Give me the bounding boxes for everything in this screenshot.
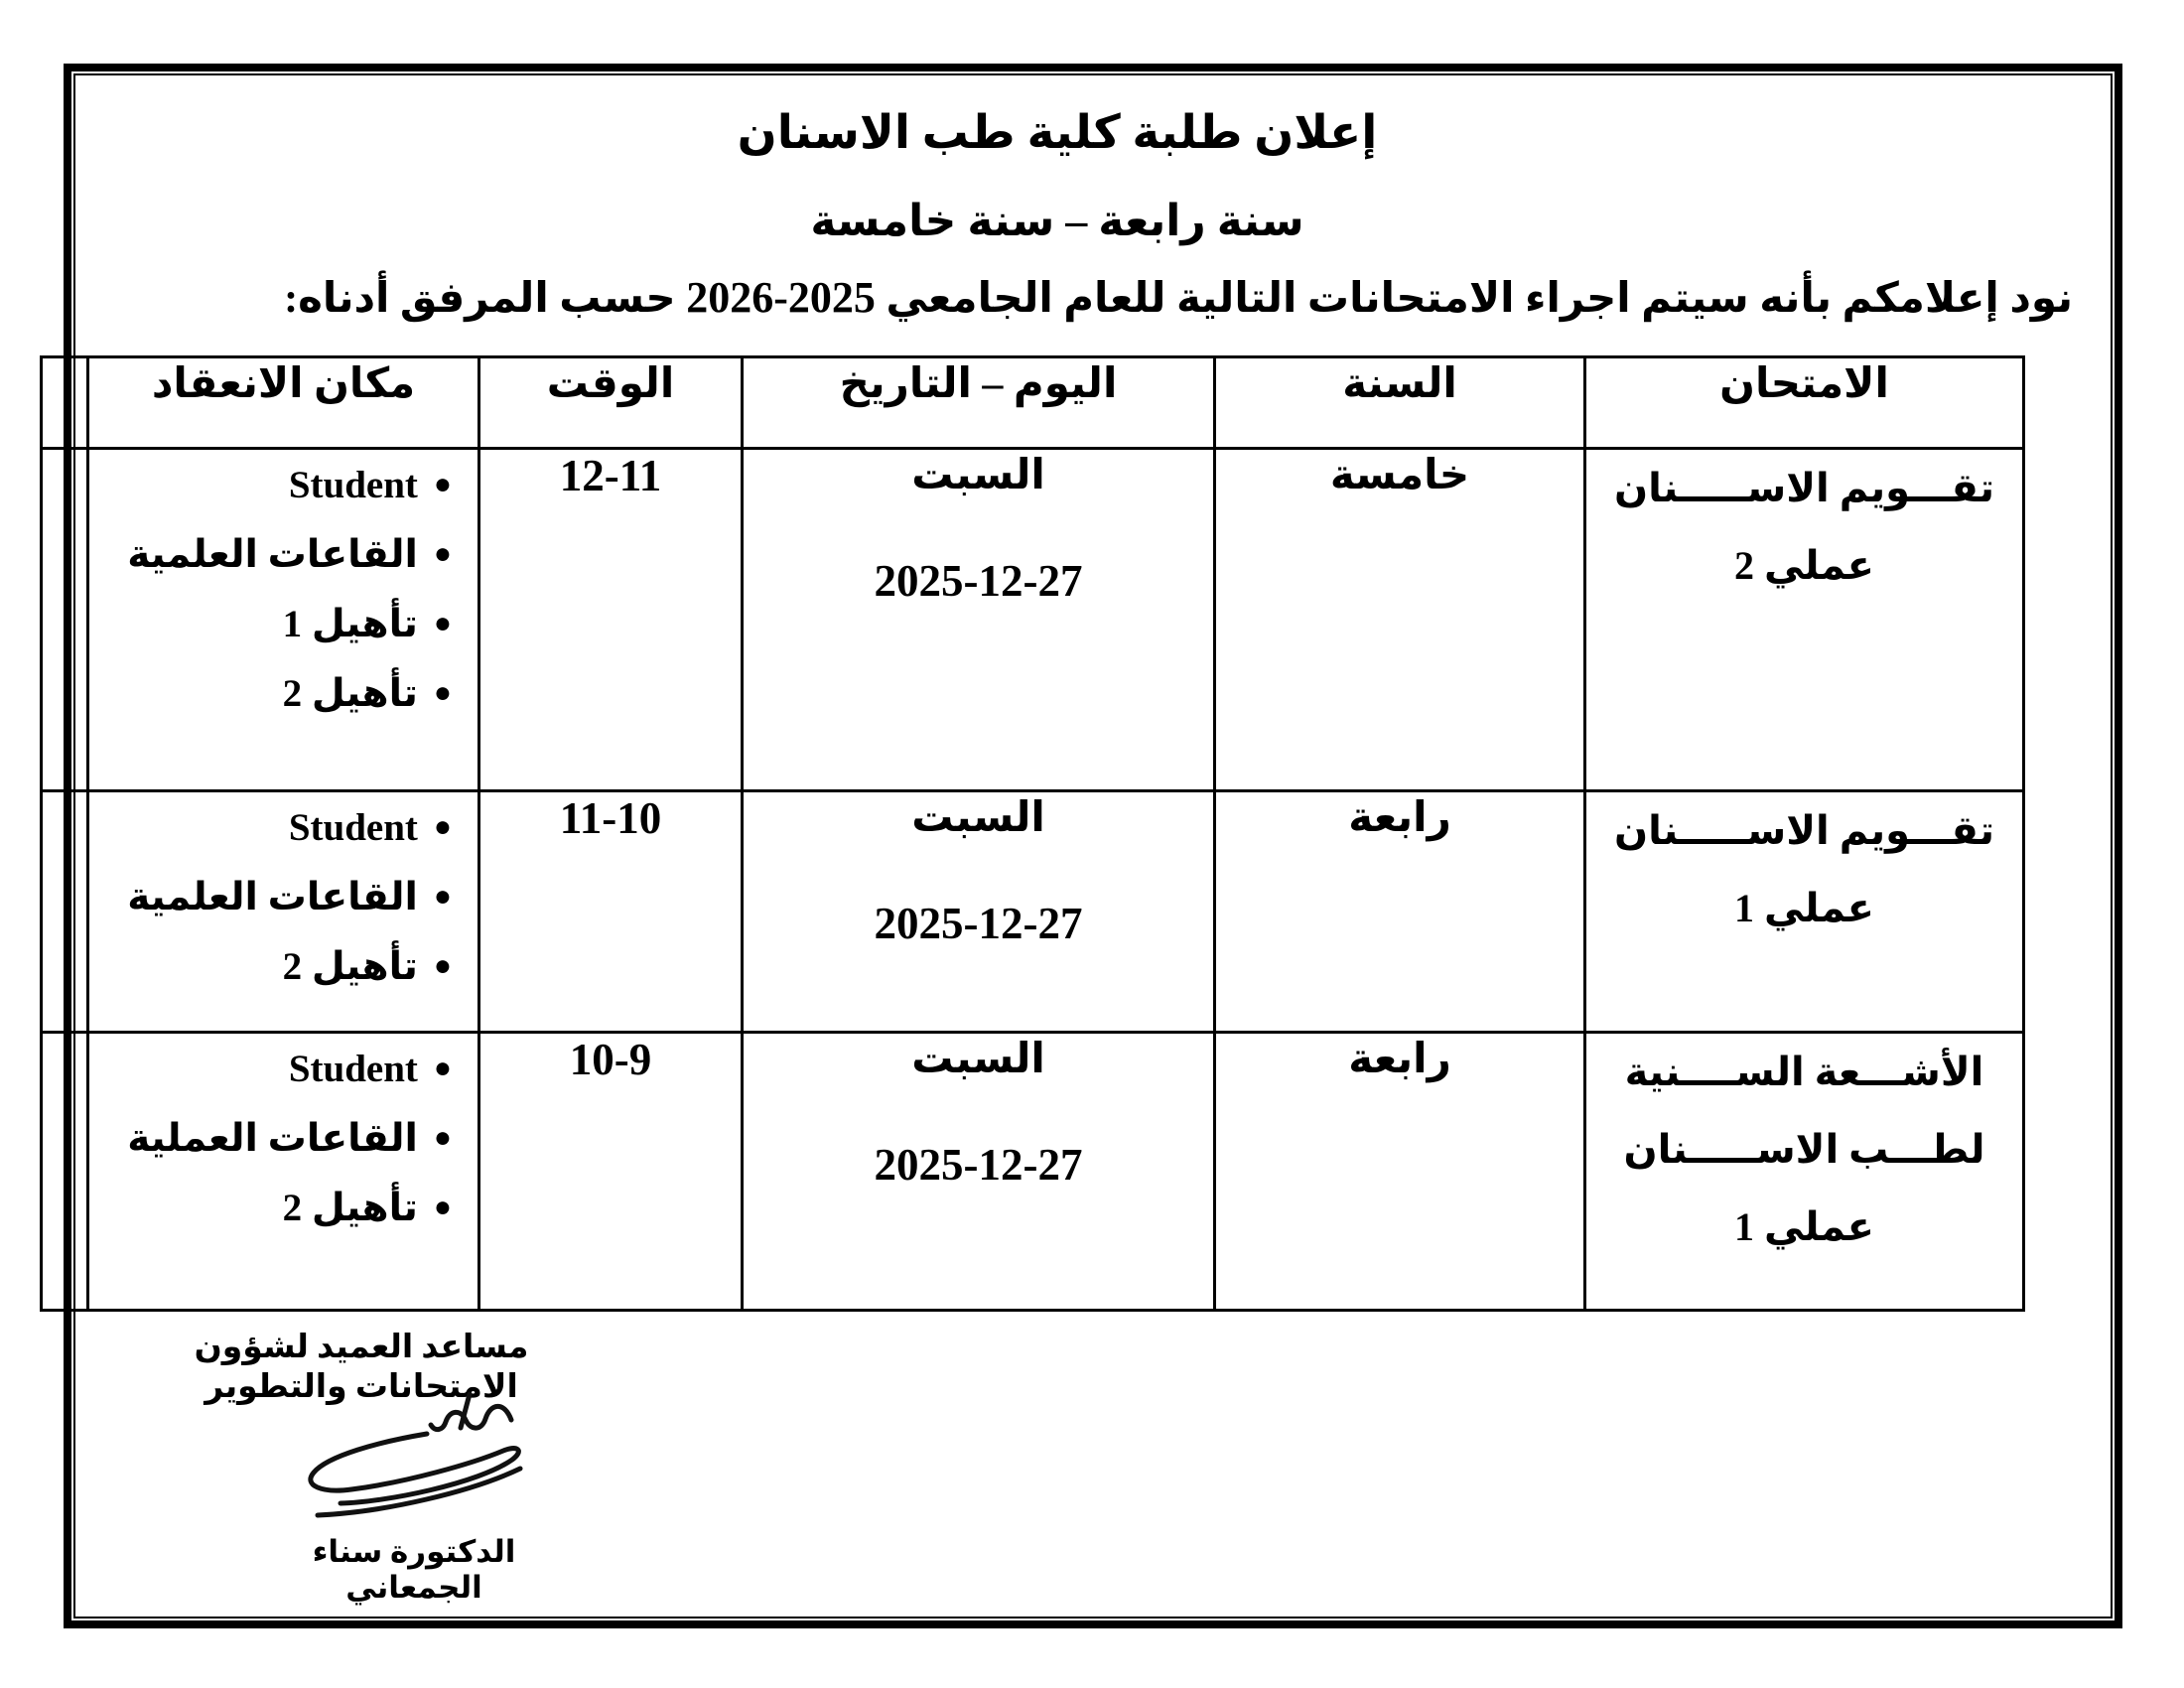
exam-location-cell bbox=[88, 449, 479, 791]
bullet-icon: ● bbox=[433, 1121, 452, 1154]
col-header-location: مكان الانعقاد bbox=[88, 357, 479, 449]
exam-day-date-cell bbox=[743, 1033, 1215, 1311]
exam-name-line: تقـــويم الاســـــنان bbox=[1614, 808, 1994, 853]
location-item bbox=[89, 792, 478, 862]
signatory-name: الدكتورة سناء الجمعاني bbox=[312, 1534, 516, 1605]
spacer-cell bbox=[42, 449, 88, 791]
exam-day: السبت bbox=[911, 1037, 1045, 1082]
exam-year-cell: رابعة bbox=[1215, 1033, 1585, 1311]
exam-year-cell: خامسة bbox=[1215, 449, 1585, 791]
location-label: القاعات العلمية bbox=[127, 532, 418, 576]
location-label: Student bbox=[288, 463, 418, 506]
location-item bbox=[89, 862, 478, 931]
table-row bbox=[42, 791, 2024, 1033]
location-label: تأهيل 1 bbox=[282, 602, 418, 645]
exam-name-line: عملي 1 bbox=[1734, 1204, 1874, 1249]
exam-table-body bbox=[42, 449, 2024, 1311]
location-label: القاعات العملية bbox=[127, 1116, 418, 1160]
location-item bbox=[89, 931, 478, 1001]
exam-time-cell: 12-11 bbox=[479, 449, 743, 791]
bullet-icon: ● bbox=[433, 1191, 452, 1223]
exam-date: 2025-12-27 bbox=[874, 1140, 1083, 1190]
exam-name-line: تقـــويم الاســـــنان bbox=[1614, 466, 1994, 510]
academic-year: 2026-2025 bbox=[686, 273, 876, 322]
table-header-row bbox=[42, 357, 2024, 449]
exam-name-line: الأشـــعة الســــنية bbox=[1624, 1050, 1984, 1094]
exam-date: 2025-12-27 bbox=[874, 899, 1083, 948]
signature bbox=[266, 1386, 574, 1535]
exam-time-cell: 11-10 bbox=[479, 791, 743, 1033]
page-subtitle: سنة رابعة – سنة خامسة bbox=[810, 197, 1304, 245]
bullet-icon: ● bbox=[433, 468, 452, 500]
col-header-year: السنة bbox=[1215, 357, 1585, 449]
exam-time-cell: 10-9 bbox=[479, 1033, 743, 1311]
intro-prefix: نود إعلامكم بأنه سيتم اجراء الامتحانات التالية للعام الجامعي bbox=[875, 276, 2073, 322]
intro-suffix: حسب المرفق أدناه: bbox=[284, 276, 687, 322]
signatory-role: مساعد العميد لشؤون الامتحانات والتطوير bbox=[194, 1330, 529, 1405]
exam-name-line: لطـــب الاســـــنان bbox=[1623, 1127, 1985, 1172]
location-item bbox=[89, 1034, 478, 1103]
bullet-icon: ● bbox=[433, 607, 452, 639]
exam-day: السبت bbox=[911, 795, 1045, 841]
col-header-time: الوقت bbox=[479, 357, 743, 449]
exam-name-cell bbox=[1585, 449, 2024, 791]
spacer-cell bbox=[42, 1033, 88, 1311]
col-header-day-date: اليوم – التاريخ bbox=[743, 357, 1215, 449]
exam-schedule-table bbox=[40, 355, 2025, 1312]
location-item bbox=[89, 658, 478, 728]
location-item bbox=[89, 519, 478, 589]
bullet-icon: ● bbox=[433, 949, 452, 982]
location-item bbox=[89, 1173, 478, 1242]
location-label: تأهيل 2 bbox=[282, 671, 418, 715]
intro-text bbox=[284, 272, 2073, 323]
location-label: تأهيل 2 bbox=[282, 944, 418, 988]
location-label: تأهيل 2 bbox=[282, 1186, 418, 1229]
col-header-exam: الامتحان bbox=[1585, 357, 2024, 449]
location-label: Student bbox=[288, 805, 418, 849]
exam-name-line: عملي 2 bbox=[1734, 543, 1874, 588]
exam-day: السبت bbox=[911, 453, 1045, 498]
exam-name-cell bbox=[1585, 791, 2024, 1033]
page-title: إعلان طلبة كلية طب الاسنان bbox=[737, 107, 1378, 159]
exam-day-date-cell bbox=[743, 791, 1215, 1033]
exam-day-date-cell bbox=[743, 449, 1215, 791]
location-label: القاعات العلمية bbox=[127, 875, 418, 918]
table-row bbox=[42, 1033, 2024, 1311]
exam-date: 2025-12-27 bbox=[874, 556, 1083, 606]
exam-location-cell bbox=[88, 1033, 479, 1311]
location-item bbox=[89, 589, 478, 658]
location-item bbox=[89, 450, 478, 519]
bullet-icon: ● bbox=[433, 810, 452, 843]
exam-name-line: عملي 1 bbox=[1734, 886, 1874, 930]
spacer-cell bbox=[42, 791, 88, 1033]
location-label: Student bbox=[288, 1047, 418, 1090]
bullet-icon: ● bbox=[433, 676, 452, 709]
exam-location-cell bbox=[88, 791, 479, 1033]
location-item bbox=[89, 1103, 478, 1173]
col-header-spacer bbox=[42, 357, 88, 449]
table-row bbox=[42, 449, 2024, 791]
exam-year-cell: رابعة bbox=[1215, 791, 1585, 1033]
exam-name-cell bbox=[1585, 1033, 2024, 1311]
bullet-icon: ● bbox=[433, 537, 452, 570]
bullet-icon: ● bbox=[433, 880, 452, 913]
bullet-icon: ● bbox=[433, 1052, 452, 1084]
